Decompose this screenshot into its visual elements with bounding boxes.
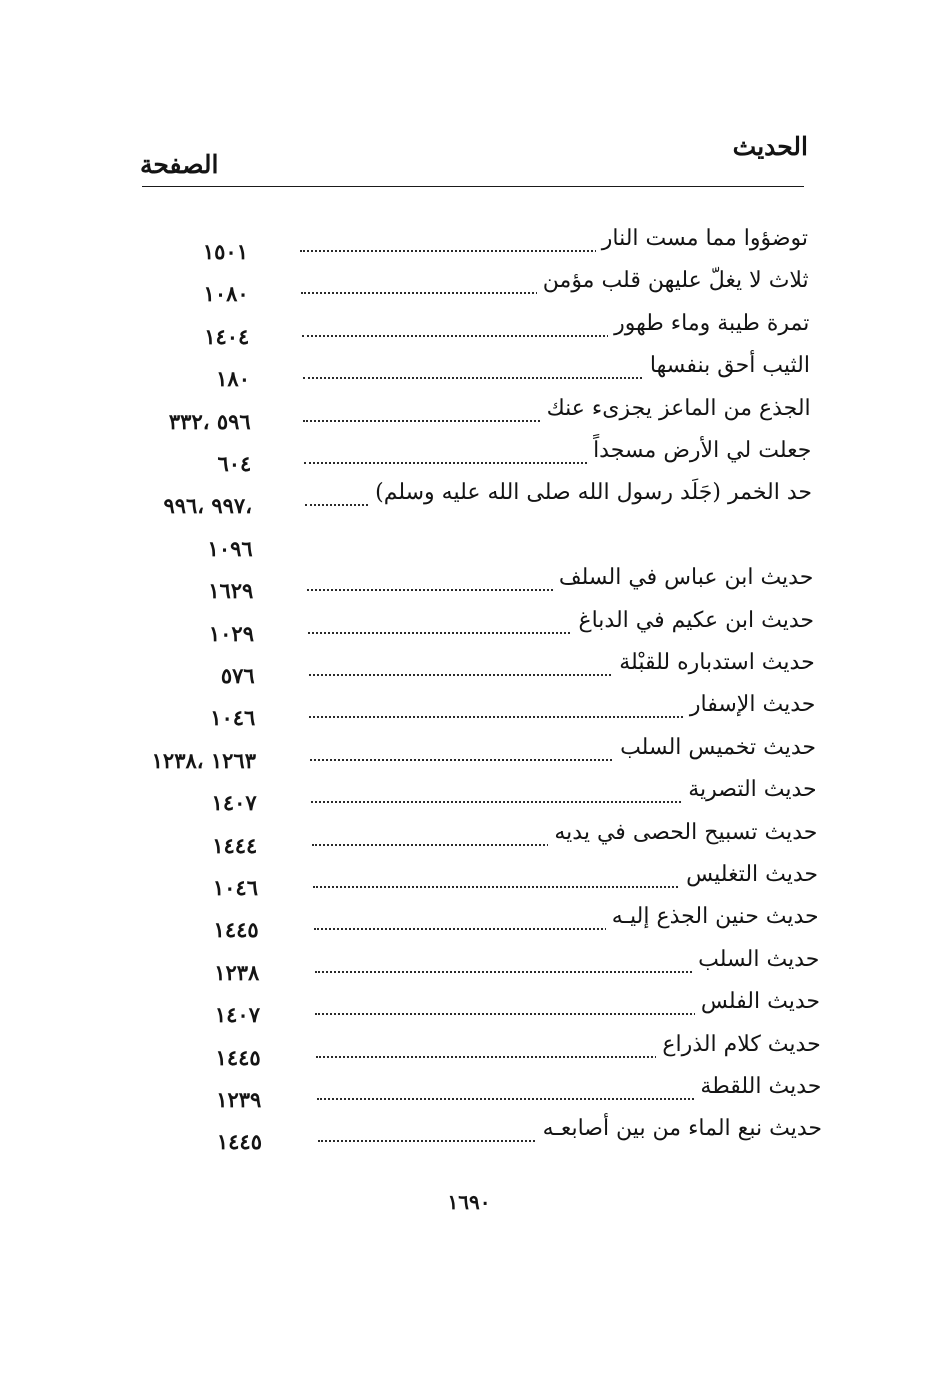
entry-page-numbers: ٥٩٦ ،٣٣٢	[168, 408, 251, 434]
entry-page-numbers: ١٤٤٤	[212, 832, 258, 858]
entry-hadith-text: حديث الإسفار	[684, 690, 815, 720]
entry-hadith-text: حديث كلام الذراع	[656, 1030, 820, 1060]
entry-hadith-text: حديث التغليس	[680, 860, 818, 890]
index-entry	[0, 729, 938, 773]
entry-hadith-text: حد الخمر (جَلَد رسول الله صلى الله عليه وسلم)	[369, 478, 812, 508]
entry-hadith-text: حديث الفلس	[695, 987, 820, 1017]
entry-hadith-text: حديث تخميس السلب	[614, 733, 816, 763]
entry-hadith-text: الجذع من الماعز يجزىء عنك	[541, 394, 811, 424]
index-entry	[0, 220, 938, 264]
index-entry	[0, 898, 938, 943]
entry-page-numbers: ١٤٤٥	[215, 1044, 261, 1070]
entry-hadith-text: حديث حنين الجذع إليـه	[606, 902, 819, 932]
entry-hadith-text: حديث اللقطة	[694, 1072, 821, 1102]
index-entry	[0, 517, 938, 561]
page-number: ١٦٩٠	[447, 1190, 491, 1214]
index-entry	[0, 474, 938, 519]
index-entry	[0, 347, 938, 392]
index-entry	[0, 262, 938, 307]
entry-page-numbers: ١٨٠	[216, 366, 250, 392]
entry-page-numbers: ١٤٠٧	[211, 790, 257, 816]
index-entry	[0, 686, 938, 731]
entry-page-numbers: ،٩٩٧ ،٩٩٦	[163, 493, 252, 519]
column-heading-hadith: الحديث	[732, 132, 808, 161]
index-entry	[0, 559, 938, 604]
entry-page-numbers: ١٢٣٨	[214, 959, 260, 985]
column-heading-page: الصفحة	[140, 150, 219, 179]
entry-page-numbers: ١٠٢٩	[208, 620, 254, 646]
entry-page-numbers: ١٠٤٦	[212, 875, 258, 900]
entry-hadith-text: الثيب أحق بنفسها	[644, 351, 810, 381]
index-entry	[0, 305, 938, 349]
index-entry	[0, 771, 938, 816]
index-entry	[0, 1026, 938, 1070]
entry-hadith-text: حديث استدباره للقبْلة	[613, 648, 814, 678]
index-entry	[0, 644, 938, 688]
index-entry	[0, 814, 938, 858]
entry-hadith-text: حديث السلب	[692, 945, 819, 975]
entry-page-numbers: ١٠٤٦	[210, 705, 256, 731]
index-entry	[0, 602, 938, 646]
entry-hadith-text: تمرة طيبة وماء طهور	[608, 309, 809, 339]
index-entry	[0, 432, 938, 476]
index-entry	[0, 390, 938, 434]
entry-page-numbers: ١٤٠٤	[204, 323, 250, 349]
entry-hadith-text: حديث ابن عكيم في الدباغ	[572, 606, 814, 636]
entry-page-numbers: ٥٧٦	[220, 663, 255, 688]
entry-page-numbers: ١٢٦٣ ،١٢٣٨	[151, 747, 256, 773]
entry-page-numbers: ١٠٩٦	[207, 535, 253, 561]
index-entry	[0, 941, 938, 985]
entry-hadith-text: حديث تسبيح الحصى في يديه	[548, 818, 817, 848]
entry-hadith-text: حديث نبع الماء من بين أصابعـه	[537, 1114, 822, 1144]
entry-page-numbers: ٦٠٤	[217, 451, 252, 476]
entry-page-numbers: ١٤٤٥	[216, 1129, 262, 1155]
index-entry	[0, 983, 938, 1028]
entry-page-numbers: ١٢٣٩	[216, 1087, 262, 1112]
entry-page-numbers: ١٤٠٧	[214, 1002, 260, 1028]
entry-hadith-text: حديث ابن عباس في السلف	[553, 563, 814, 593]
entry-hadith-text: حديث التصرية	[682, 775, 816, 805]
entry-hadith-text: ثلاث لا يغلّ عليهن قلب مؤمن	[537, 266, 809, 296]
index-entry	[0, 856, 938, 900]
index-entry	[0, 1110, 938, 1155]
entry-hadith-text: جعلت لي الأرض مسجداً	[587, 436, 811, 466]
entry-hadith-text: توضؤوا مما مست النار	[596, 224, 808, 254]
entry-page-numbers: ١٤٤٥	[213, 917, 259, 943]
entry-page-numbers: ١٠٨٠	[203, 281, 249, 307]
entry-page-numbers: ١٥٠١	[202, 239, 248, 264]
index-entry	[0, 1068, 938, 1112]
header-rule	[142, 186, 804, 187]
entry-page-numbers: ١٦٢٩	[208, 578, 254, 604]
